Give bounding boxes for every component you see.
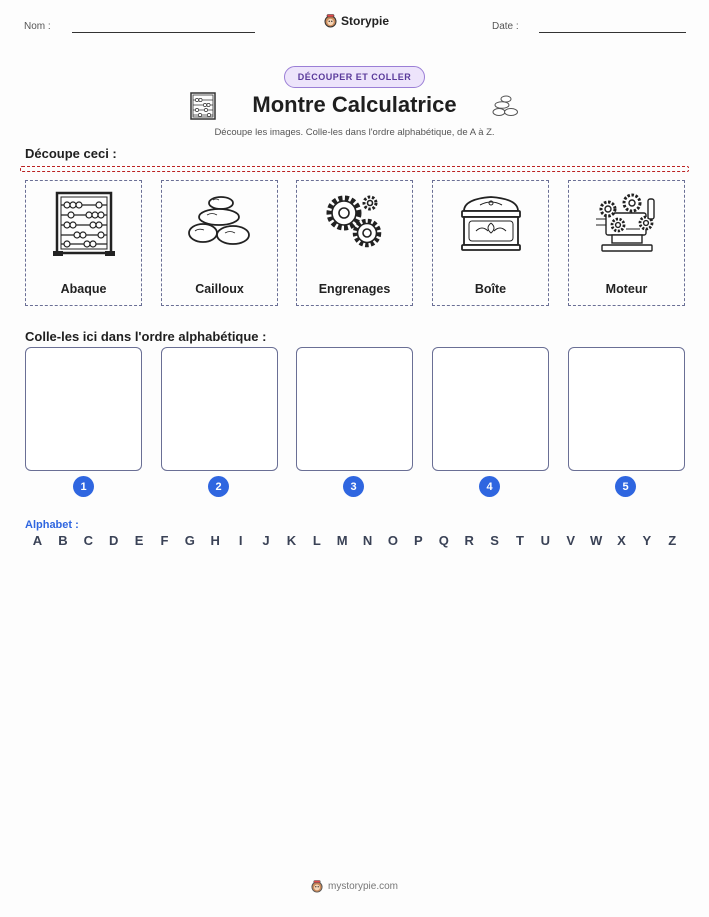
alphabet-letter: J [262,533,270,548]
storypie-mascot-icon [311,880,323,893]
alphabet-letter: R [464,533,474,548]
alphabet-letter: S [490,533,499,548]
alphabet-letter: U [540,533,550,548]
gears-icon [320,189,390,259]
cut-card-abaque[interactable] [25,180,142,306]
alphabet-letter: M [336,533,348,548]
cut-line [20,166,689,172]
instructions: Découpe les images. Colle-les dans l'ordre alphabétique, de A à Z. [214,127,495,138]
alphabet-letter: E [134,533,144,548]
alphabet-letter: F [160,533,169,548]
slot-number-4: 4 [479,476,500,497]
date-line[interactable] [539,32,686,33]
paste-box-2[interactable] [161,347,278,471]
cut-section-heading: Découpe ceci : [25,146,117,161]
date-label: Date : [492,21,519,32]
card-label: Boîte [474,282,507,296]
alphabet-letter: D [108,533,119,548]
name-line[interactable] [72,32,255,33]
cut-card-moteur[interactable] [568,180,685,306]
pebbles-icon [185,189,255,259]
box-icon [456,189,526,259]
alphabet-letter: I [238,533,243,548]
paste-box-1[interactable] [25,347,142,471]
paste-box-5[interactable] [568,347,685,471]
cut-card-boite[interactable] [432,180,549,306]
alphabet-row [25,533,685,548]
footer-url[interactable]: mystorypie.com [327,881,398,892]
alphabet-letter: W [589,533,603,548]
card-label: Moteur [605,282,648,296]
alphabet-letter: X [617,533,626,548]
alphabet-letter: P [414,533,423,548]
slot-number-1: 1 [73,476,94,497]
alphabet-letter: O [387,533,399,548]
page-title: Montre Calculatrice [252,92,457,117]
storypie-mascot-icon [324,14,337,28]
alphabet-letter: C [83,533,93,548]
alphabet-letter: K [286,533,297,548]
abacus-icon [49,189,119,259]
slot-number-2: 2 [208,476,229,497]
card-label: Engrenages [318,282,391,296]
name-label: Nom : [24,21,51,32]
engine-icon [592,189,662,259]
paste-box-3[interactable] [296,347,413,471]
alphabet-letter: N [362,533,373,548]
alphabet-letter: G [184,533,195,548]
activity-badge: DÉCOUPER ET COLLER [284,66,425,88]
brand-name: Storypie [341,14,390,28]
alphabet-label: Alphabet : [25,519,79,531]
slot-number-5: 5 [615,476,636,497]
pebbles-icon [492,94,520,118]
alphabet-letter: L [312,533,321,548]
paste-box-4[interactable] [432,347,549,471]
alphabet-letter: Q [438,533,449,548]
storypie-logo [324,14,389,28]
cut-card-cailloux[interactable] [161,180,278,306]
alphabet-letter: Z [668,533,677,548]
alphabet-letter: H [210,533,220,548]
footer [0,880,709,893]
paste-section-heading: Colle-les ici dans l'ordre alphabétique : [25,329,267,344]
alphabet-letter: T [515,533,524,548]
slot-number-3: 3 [343,476,364,497]
cut-card-engrenages[interactable] [296,180,413,306]
card-label: Cailloux [195,282,244,296]
card-label: Abaque [60,282,107,296]
alphabet-letter: B [58,533,68,548]
alphabet-letter: A [32,533,43,548]
alphabet-letter: Y [642,533,652,548]
alphabet-letter: V [566,533,576,548]
